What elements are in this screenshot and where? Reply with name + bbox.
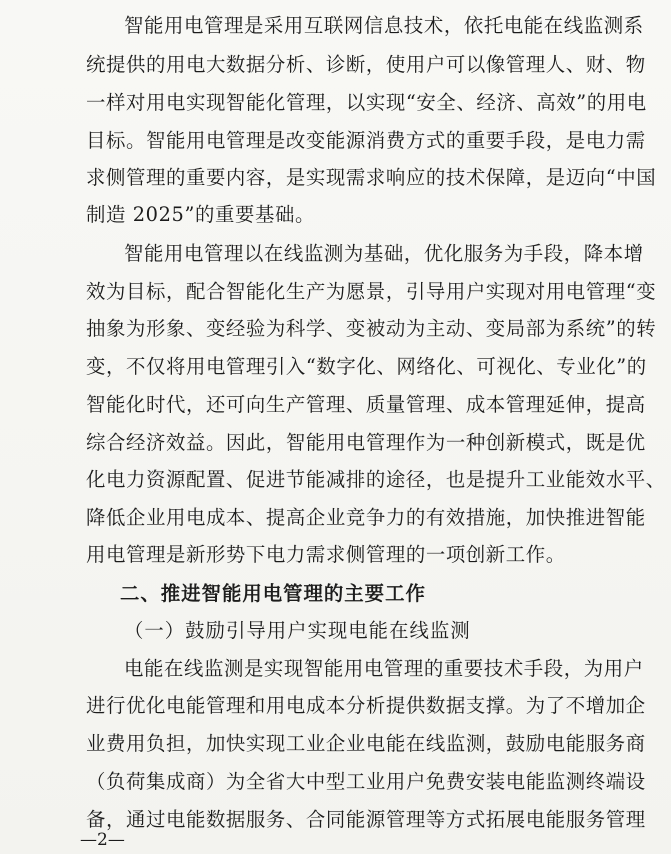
paragraph-1-line-1: 智能用电管理是采用互联网信息技术，依托电能在线监测系 <box>124 14 644 37</box>
paragraph-3-line-2: 进行优化电能管理和用电成本分析提供数据支撑。为了不增加企 <box>86 694 646 717</box>
paragraph-3-line-5: 备，通过电能数据服务、合同能源管理等方式拓展电能服务管理 <box>86 808 646 831</box>
paragraph-1-line-4: 目标。智能用电管理是改变能源消费方式的重要手段，是电力需 <box>86 129 646 152</box>
paragraph-2-line-1: 智能用电管理以在线监测为基础，优化服务为手段，降本增 <box>124 242 644 265</box>
paragraph-2-line-7: 化电力资源配置、促进节能减排的途径，也是提升工业能效水平、 <box>86 468 666 491</box>
paragraph-2-line-4: 变，不仅将用电管理引入“数字化、网络化、可视化、专业化”的 <box>86 355 647 378</box>
paragraph-2-line-5: 智能化时代，还可向生产管理、质量管理、成本管理延伸，提高 <box>86 393 646 416</box>
section-heading: 二、推进智能用电管理的主要工作 <box>120 582 426 605</box>
sub-heading: （一）鼓励引导用户实现电能在线监测 <box>124 619 471 642</box>
paragraph-2-line-8: 降低企业用电成本、提高企业竞争力的有效措施，加快推进智能 <box>86 506 646 529</box>
paragraph-2-line-6: 综合经济效益。因此，智能用电管理作为一种创新模式，既是优 <box>86 431 646 454</box>
paragraph-1-line-5: 求侧管理的重要内容，是实现需求响应的技术保障，是迈向“中国 <box>86 166 657 189</box>
paragraph-2-line-3: 抽象为形象、变经验为科学、变被动为主动、变局部为系统”的转 <box>86 317 657 340</box>
paragraph-1-line-6: 制造 2025”的重要基础。 <box>86 203 315 226</box>
paragraph-3-line-4: （负荷集成商）为全省大中型工业用户免费安装电能监测终端设 <box>86 770 646 793</box>
paragraph-3-line-3: 业费用负担，加快实现工业企业电能在线监测，鼓励电能服务商 <box>86 732 646 755</box>
page-number: —2— <box>80 830 125 850</box>
paragraph-2-line-9: 用电管理是新形势下电力需求侧管理的一项创新工作。 <box>86 543 566 566</box>
paragraph-1-line-2: 统提供的用电大数据分析、诊断，使用户可以像管理人、财、物 <box>86 53 646 76</box>
paragraph-2-line-2: 效为目标，配合智能化生产为愿景，引导用户实现对用电管理“变 <box>86 280 657 303</box>
paragraph-1-line-3: 一样对用电实现智能化管理，以实现“安全、经济、高效”的用电 <box>86 91 647 114</box>
paragraph-3-line-1: 电能在线监测是实现智能用电管理的重要技术手段，为用户 <box>124 657 644 680</box>
